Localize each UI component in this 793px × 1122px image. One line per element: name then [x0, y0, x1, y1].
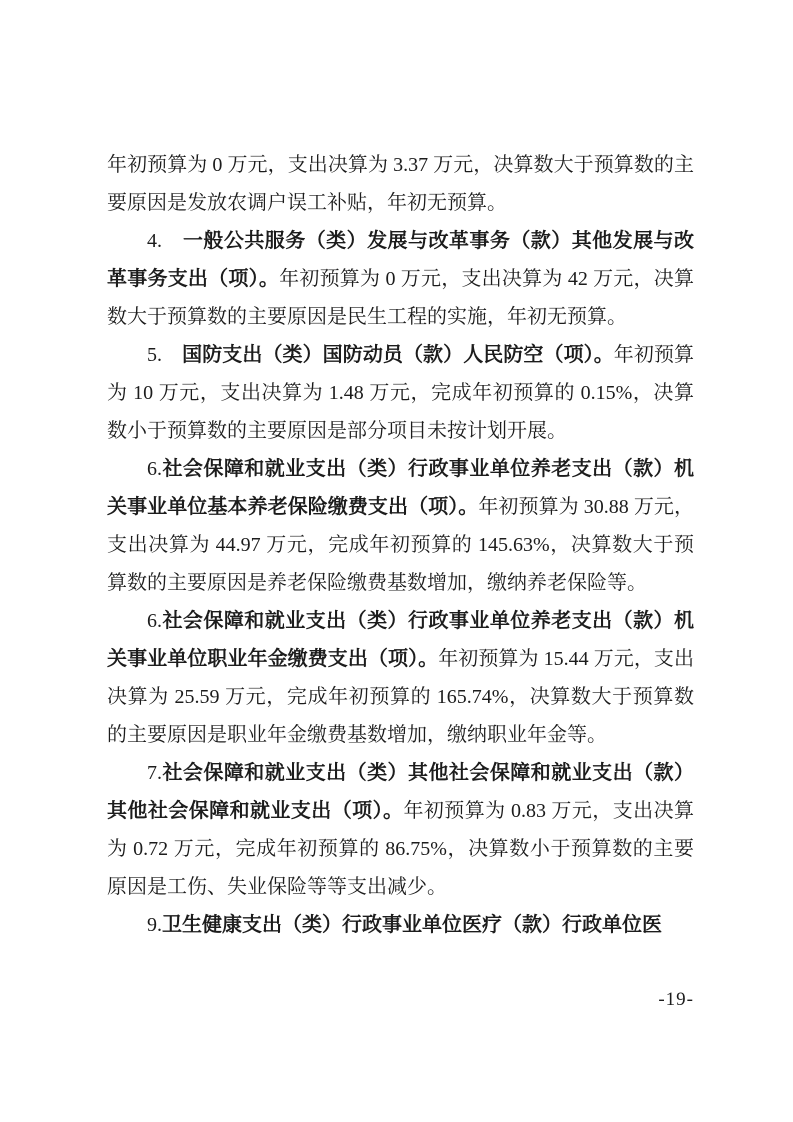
paragraph — [107, 146, 694, 222]
body-text-segment: 6. — [147, 458, 162, 480]
paragraph — [107, 602, 694, 754]
paragraph — [107, 222, 694, 336]
body-text-segment: 年初预算为 10 万元，支出决算为 1.48 万元，完成年初预算的 0.15%，决算数小于预算数的主要原因是部分项目未按计划开展。 — [107, 344, 695, 442]
heading-bold-segment: 社会保障和就业支出（类）其他社会保障和就业支出（款）其他社会保障和就业支出（项）。 — [107, 762, 694, 822]
body-text-segment: 年初预算为 0.83 万元，支出决算为 0.72 万元，完成年初预算的 86.75%，决算数小于预算数的主要原因是工伤、失业保险等等支出减少。 — [107, 800, 695, 898]
body-text-segment: 7. — [147, 762, 162, 784]
heading-bold-segment: 社会保障和就业支出（类）行政事业单位养老支出（款）机关事业单位基本养老保险缴费支出（项）。 — [107, 458, 694, 518]
paragraph — [107, 450, 694, 602]
body-text-segment: 4. — [147, 230, 183, 252]
body-text-segment: 年初预算为 0 万元，支出决算为 3.37 万元，决算数大于预算数的主要原因是发放农调户误工补贴，年初无预算。 — [107, 154, 694, 214]
heading-bold-segment: 一般公共服务（类）发展与改革事务（款）其他发展与改革事务支出（项）。 — [107, 230, 695, 290]
page-number: -19- — [658, 989, 694, 1010]
body-text-segment: 9. — [147, 914, 162, 936]
paragraph — [107, 336, 694, 450]
heading-bold-segment: 卫生健康支出（类）行政事业单位医疗（款）行政单位医 — [162, 914, 662, 936]
body-text-segment: 年初预算为 0 万元，支出决算为 42 万元，决算数大于预算数的主要原因是民生工程的实施，年初无预算。 — [107, 268, 695, 328]
body-text-segment: 5. — [147, 344, 183, 366]
body-text-segment: 年初预算为 30.88 万元，支出决算为 44.97 万元，完成年初预算的 145.63%，决算数大于预算数的主要原因是养老保险缴费基数增加，缴纳养老保险等。 — [107, 496, 695, 594]
body-text-segment: 6. — [147, 610, 162, 632]
body-text-segment: 年初预算为 15.44 万元，支出决算为 25.59 万元，完成年初预算的 165.74%，决算数大于预算数的主要原因是职业年金缴费基数增加，缴纳职业年金等。 — [107, 648, 695, 746]
document-body — [107, 146, 694, 944]
heading-bold-segment: 社会保障和就业支出（类）行政事业单位养老支出（款）机关事业单位职业年金缴费支出（项）。 — [107, 610, 694, 670]
paragraph — [107, 906, 694, 944]
paragraph — [107, 754, 694, 906]
heading-bold-segment: 国防支出（类）国防动员（款）人民防空（项）。 — [182, 344, 614, 366]
